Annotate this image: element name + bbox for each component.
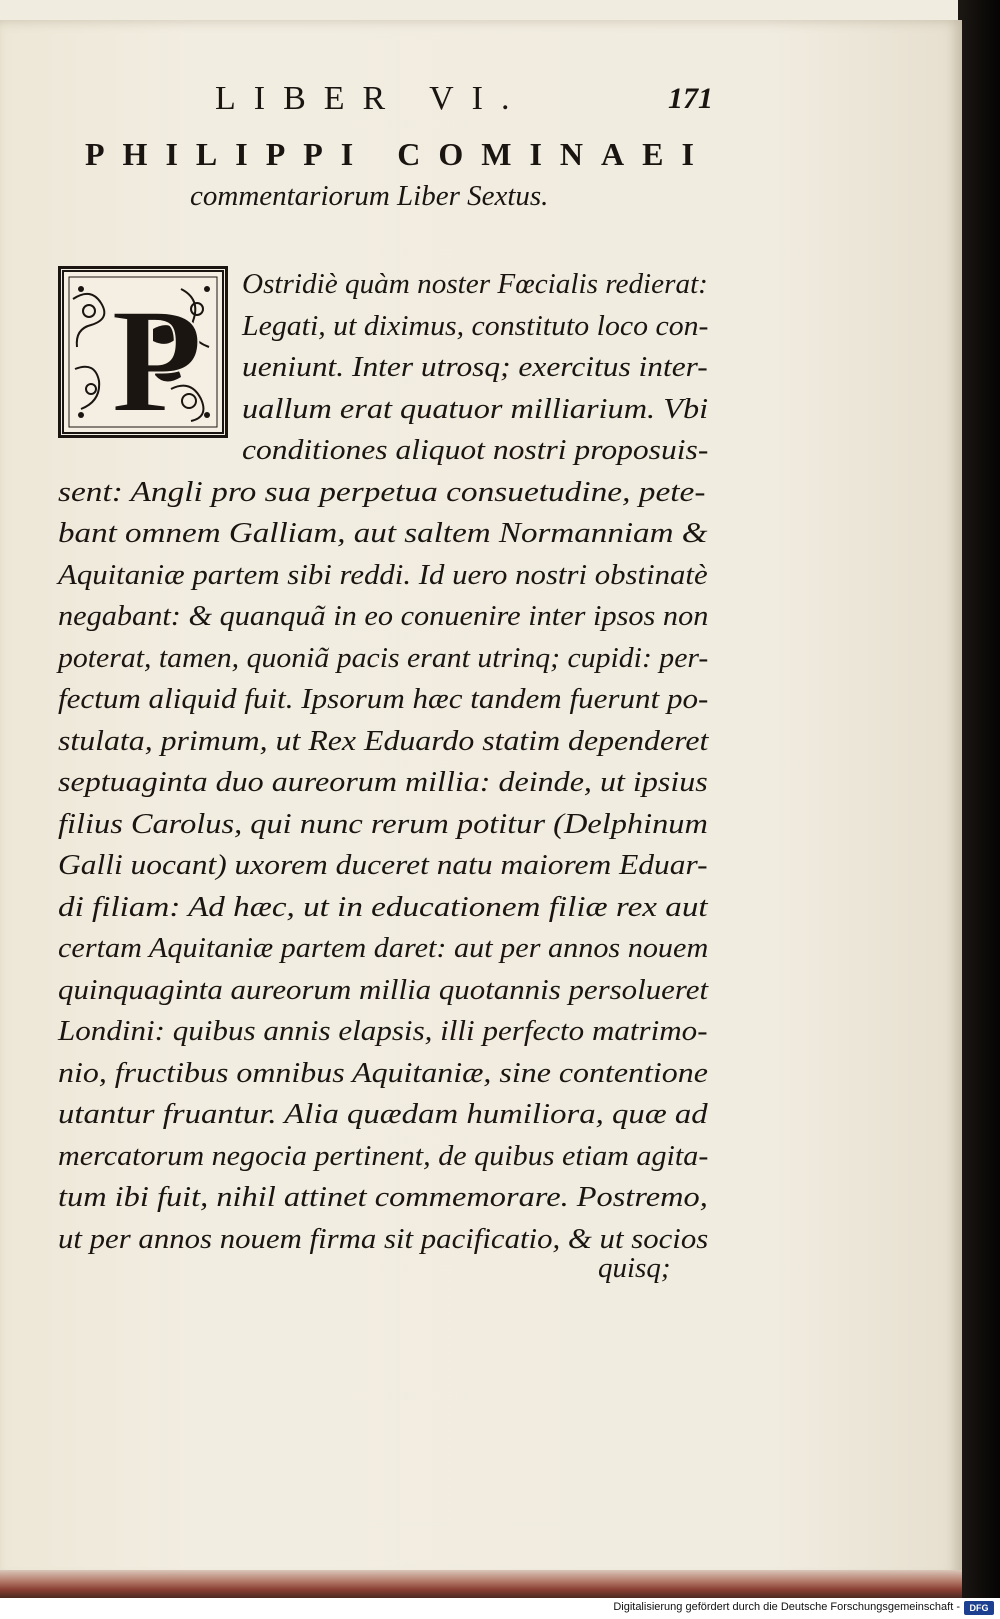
text-line: utantur fruantur. Alia quædam humiliora, quæ ad xyxy=(58,1098,708,1130)
text-line: mercatorum negocia pertinent, de quibus etiam agita- xyxy=(58,1139,709,1172)
text-line: conditiones aliquot nostri proposuis- xyxy=(242,434,709,466)
text-line: stulata, primum, ut Rex Eduardo statim dependeret xyxy=(58,724,709,757)
text-line: ueniunt. Inter utrosq; exercitus inter- xyxy=(242,351,708,383)
ornament-icon xyxy=(61,269,225,435)
footer-credit: Digitalisierung gefördert durch die Deutsche Forschungsgemeinschaft - xyxy=(613,1601,960,1613)
svg-text:P: P xyxy=(111,278,203,435)
book-subtitle: commentariorum Liber Sextus. xyxy=(190,180,549,212)
catchword: quisq; xyxy=(598,1252,671,1284)
page-sheet xyxy=(0,20,962,1580)
book-binding xyxy=(958,0,1000,1600)
text-line: ut per annos nouem firma sit pacificatio, & ut socios xyxy=(58,1222,709,1255)
text-line: Londini: quibus annis elapsis, illi perfecto matrimo- xyxy=(58,1015,708,1047)
text-line: fectum aliquid fuit. Ipsorum hæc tandem fuerunt po- xyxy=(58,683,709,715)
page-fore-edge xyxy=(0,1570,962,1598)
text-line: tum ibi fuit, nihil attinet commemorare. Postremo, xyxy=(58,1181,708,1213)
text-line: uallum erat quatuor milliarium. Vbi xyxy=(242,392,709,425)
folio-number: 171 xyxy=(668,82,713,115)
text-line: bant omnem Galliam, aut saltem Normanniam & xyxy=(58,517,708,549)
text-line: poterat, tamen, quoniã pacis erant utrinq; cupidi: per- xyxy=(58,641,709,674)
text-line: certam Aquitaniæ partem daret: aut per annos nouem xyxy=(58,932,709,964)
text-line: filius Carolus, qui nunc rerum potitur (Delphinum xyxy=(58,807,708,840)
text-line: di filiam: Ad hæc, ut in educationem filiæ rex aut xyxy=(58,890,708,923)
text-line: septuaginta duo aureorum millia: deinde, ut ipsius xyxy=(58,766,708,798)
text-line: nio, fructibus omnibus Aquitaniæ, sine contentione xyxy=(58,1056,708,1089)
decorated-initial xyxy=(58,266,228,438)
text-line: Ostridiè quàm noster Fœcialis redierat: xyxy=(242,268,708,300)
book-title: PHILIPPI COMINAEI xyxy=(85,136,712,172)
text-line: Legati, ut diximus, constituto loco con- xyxy=(242,309,709,342)
running-head: LIBER VI. xyxy=(215,80,528,117)
text-line: sent: Angli pro sua perpetua consuetudine, pete- xyxy=(58,475,706,508)
text-line: Galli uocant) uxorem duceret natu maiorem Eduar- xyxy=(58,849,708,881)
text-line: quinquaginta aureorum millia quotannis persolueret xyxy=(58,973,709,1006)
text-line: negabant: & quanquã in eo conuenire inter ipsos non xyxy=(58,600,709,632)
text-line: Aquitaniæ partem sibi reddi. Id uero nostri obstinatè xyxy=(58,558,708,591)
dfg-logo: DFG xyxy=(964,1601,994,1615)
